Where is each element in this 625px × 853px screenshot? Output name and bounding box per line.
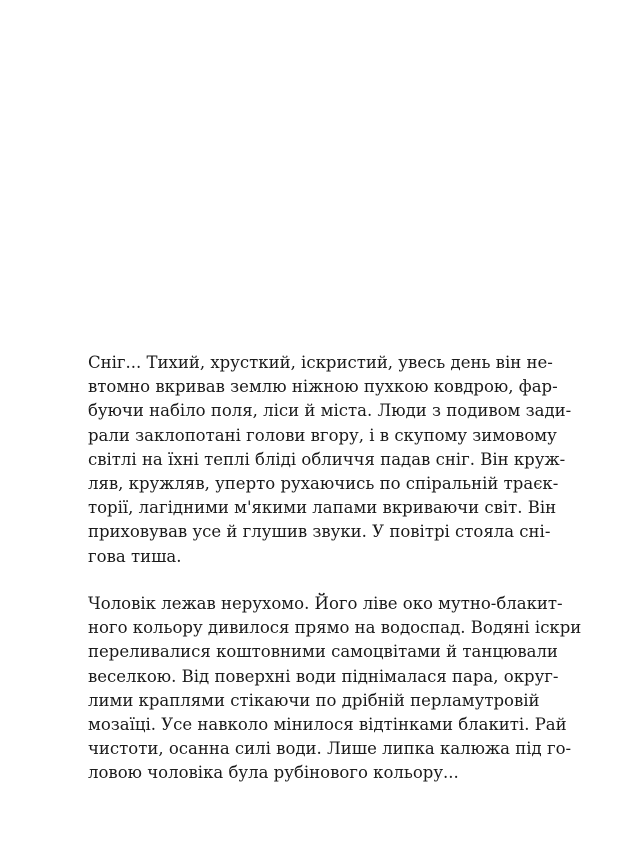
text-line: рали заклопотані голови вгору, і в скупому зимовому <box>88 425 557 445</box>
text-line: Чоловік лежав нерухомо. Його ліве око мутно-блакит- <box>88 594 563 613</box>
text-line: переливалися коштовними самоцвітами й танцювали <box>88 642 558 662</box>
paragraph-snow <box>88 351 572 569</box>
text-line: світлі на їхні теплі бліді обличчя падав сніг. Він круж- <box>88 449 566 469</box>
paragraph-man <box>88 592 582 786</box>
text-line: втомно вкривав землю ніжною пухкою ковдрою, фар- <box>88 377 558 397</box>
text-line: приховував усе й глушив звуки. У повітрі стояла сні- <box>88 522 551 542</box>
text-line: гова тиша. <box>88 546 182 566</box>
text-line: буючи набіло поля, ліси й міста. Люди з подивом зади- <box>88 401 572 421</box>
text-line: Сніг... Тихий, хрусткий, іскристий, увесь день він не- <box>88 353 553 372</box>
text-line: ного кольору дивилося прямо на водоспад. Водяні іскри <box>88 618 582 638</box>
text-line: ляв, кружляв, уперто рухаючись по спіральній траєк- <box>88 473 559 493</box>
text-line: лими краплями стікаючи по дрібній перламутровій <box>88 690 540 710</box>
text-line: мозаїці. Усе навколо мінилося відтінками блакиті. Рай <box>88 714 567 734</box>
text-line: ловою чоловіка була рубінового кольору... <box>88 763 459 783</box>
text-line: торії, лагідними м'якими лапами вкриваючи світ. Він <box>88 498 557 518</box>
text-line: чистоти, осанна силі води. Лише липка калюжа під го- <box>88 739 572 759</box>
text-line: веселкою. Від поверхні води піднімалася пара, округ- <box>88 666 559 686</box>
